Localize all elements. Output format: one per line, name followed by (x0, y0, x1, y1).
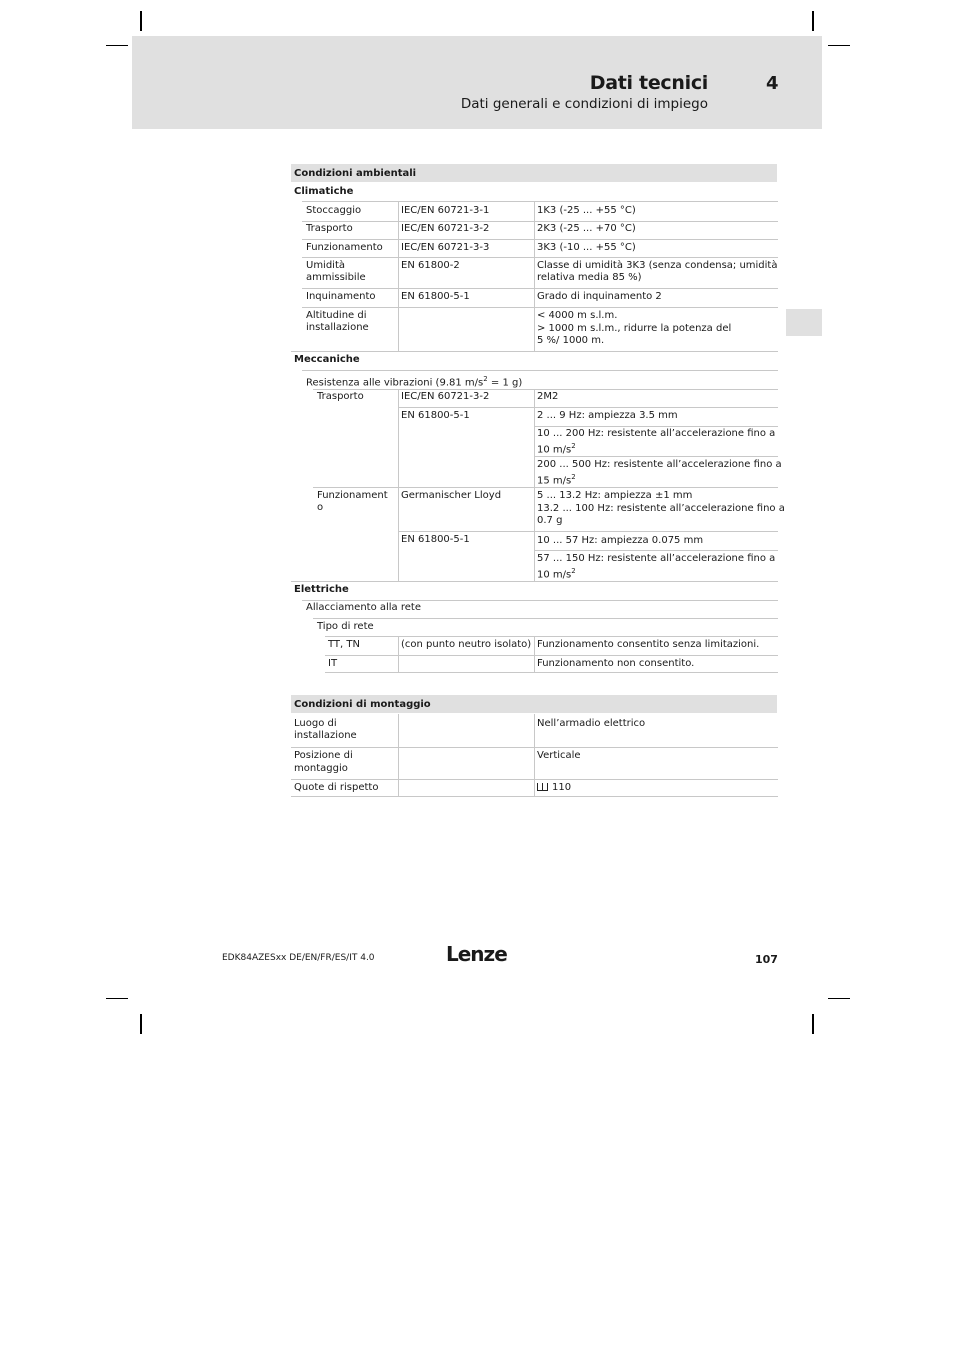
mech-operation-value-3: 57 ... 150 Hz: resistente all’accelerazione fino a (537, 553, 776, 564)
crop-mark (812, 11, 814, 31)
mech-transport-value-4: 15 $m/s^2$ (537, 473, 576, 487)
chapter-subtitle: Dati generali e condizioni di impiego (460, 96, 708, 112)
row-standard-operation: IEC/EN 60721-3-3 (401, 242, 490, 253)
mounting-row-label: Quote di rispetto (294, 782, 379, 793)
crop-mark (106, 998, 128, 999)
header-band (132, 36, 822, 129)
row-label-humidity: Umidità (306, 260, 346, 271)
row-value-altitude: < 4000 m s.l.m. (537, 310, 618, 321)
row-value-operation: 3K3 (-10 ... +55 °C) (537, 242, 636, 253)
mounting-row-label: installazione (294, 730, 357, 741)
network-row-value: Funzionamento non consentito. (537, 658, 695, 669)
crop-mark (106, 45, 128, 46)
row-label-storage: Stoccaggio (306, 205, 362, 216)
document-id: EDK84AZESxx DE/EN/FR/ES/IT 4.0 (222, 953, 375, 963)
mounting-row-value: Verticale (537, 750, 581, 761)
row-value-altitude: > 1000 m s.l.m., ridurre la potenza del (537, 323, 732, 334)
mains-connection-label: Allacciamento alla rete (306, 602, 421, 613)
mech-operation-label: o (317, 502, 324, 513)
network-row-label: TT, TN (328, 639, 360, 650)
subsection-title-climatic: Climatiche (294, 186, 354, 197)
row-label-altitude: installazione (306, 322, 369, 333)
row-label-transport: Trasporto (306, 223, 353, 234)
network-row-standard: (con punto neutro isolato) (401, 639, 532, 650)
row-label-altitude: Altitudine di (306, 310, 367, 321)
row-label-humidity: ammissibile (306, 272, 366, 283)
mech-transport-value-2: 2 ... 9 Hz: ampiezza 3.5 mm (537, 410, 678, 421)
network-type-label: Tipo di rete (317, 621, 374, 632)
subsection-title-electrical: Elettriche (294, 584, 349, 595)
row-standard-pollution: EN 61800-5-1 (401, 291, 470, 302)
mech-transport-standard-1: IEC/EN 60721-3-2 (401, 391, 490, 402)
mounting-row-label: montaggio (294, 763, 348, 774)
section-title-mounting: Condizioni di montaggio (294, 699, 431, 710)
chapter-side-tab (786, 309, 822, 336)
mech-operation-standard-1: Germanischer Lloyd (401, 490, 502, 501)
crop-mark (140, 11, 142, 31)
book-reference-icon (537, 783, 548, 791)
mech-transport-value-3: 10 ... 200 Hz: resistente all’accelerazione fino a (537, 428, 776, 439)
mech-operation-value-2: 10 ... 57 Hz: ampiezza 0.075 mm (537, 535, 704, 546)
chapter-number: 4 (766, 73, 779, 94)
network-row-label: IT (328, 658, 338, 669)
chapter-title: Dati tecnici (589, 72, 708, 94)
mech-transport-label: Trasporto (317, 391, 364, 402)
row-value-humidity: Classe di umidità 3K3 (senza condensa; umidità (537, 260, 778, 271)
row-value-humidity: relativa media 85 %) (537, 272, 642, 283)
mech-operation-value-1: 5 ... 13.2 Hz: ampiezza ±1 mm (537, 490, 693, 501)
vibration-resistance-label: Resistenza alle vibrazioni (9.81 $m/s^2 = 1$ g) (306, 375, 523, 389)
mech-transport-standard-2: EN 61800-5-1 (401, 410, 470, 421)
row-label-pollution: Inquinamento (306, 291, 376, 302)
section-title-ambient: Condizioni ambientali (294, 168, 417, 179)
row-value-altitude: 5 %/ 1000 m. (537, 335, 605, 346)
row-standard-transport: IEC/EN 60721-3-2 (401, 223, 490, 234)
crop-mark (812, 1014, 814, 1034)
mech-transport-value-4: 200 ... 500 Hz: resistente all’accelerazione fino a (537, 459, 782, 470)
mech-transport-value-1: 2M2 (537, 391, 559, 402)
network-row-value: Funzionamento consentito senza limitazioni. (537, 639, 760, 650)
mounting-row-label: Posizione di (294, 750, 353, 761)
crop-mark (140, 1014, 142, 1034)
page-reference-link[interactable]: 110 (552, 782, 572, 793)
mech-operation-label: Funzionament (317, 490, 388, 501)
mounting-row-value: Nell’armadio elettrico (537, 718, 646, 729)
row-value-storage: 1K3 (-25 ... +55 °C) (537, 205, 636, 216)
mech-operation-value-1: 0.7 g (537, 515, 563, 526)
page-number: 107 (755, 953, 778, 966)
crop-mark (828, 998, 850, 999)
row-standard-storage: IEC/EN 60721-3-1 (401, 205, 490, 216)
mounting-row-value (537, 782, 571, 795)
lenze-logo: Lenze (446, 942, 507, 966)
crop-mark (828, 45, 850, 46)
mech-operation-standard-2: EN 61800-5-1 (401, 534, 470, 545)
mounting-row-label: Luogo di (294, 718, 337, 729)
subsection-title-mechanical: Meccaniche (294, 354, 360, 365)
row-value-transport: 2K3 (-25 ... +70 °C) (537, 223, 636, 234)
row-label-operation: Funzionamento (306, 242, 383, 253)
row-value-pollution: Grado di inquinamento 2 (537, 291, 662, 302)
mech-operation-value-1: 13.2 ... 100 Hz: resistente all’accelerazione fino a (537, 503, 785, 514)
mech-operation-value-3: 10 $m/s^2$ (537, 567, 576, 581)
row-standard-humidity: EN 61800-2 (401, 260, 460, 271)
mech-transport-value-3: 10 $m/s^2$ (537, 442, 576, 456)
